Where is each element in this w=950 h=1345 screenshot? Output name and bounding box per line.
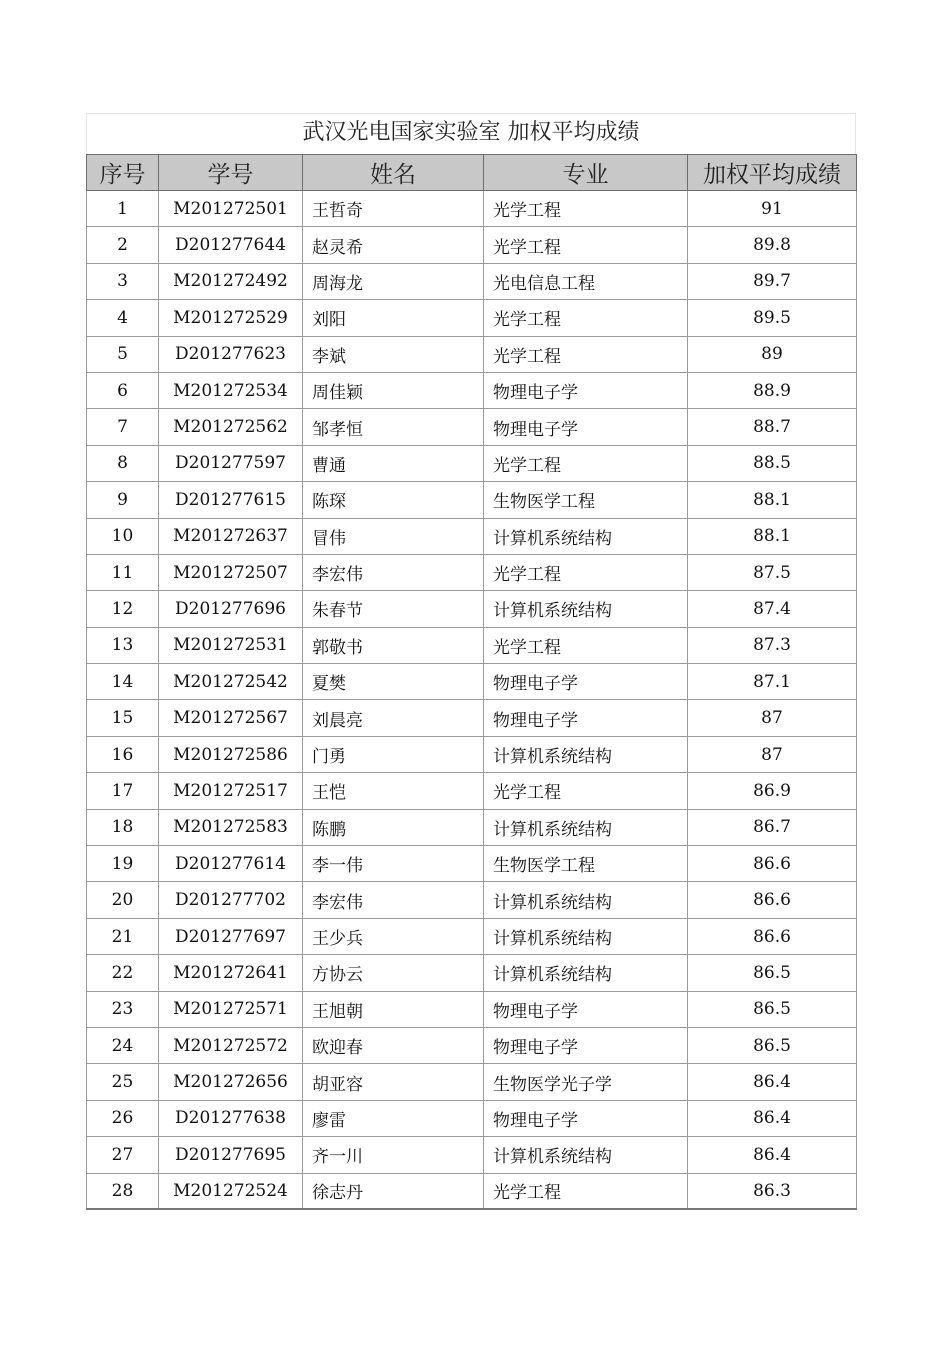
cell-index: 1 (87, 191, 159, 227)
cell-name: 朱春节 (303, 591, 484, 627)
cell-name: 王旭朝 (303, 991, 484, 1027)
cell-name: 王恺 (303, 773, 484, 809)
cell-major: 物理电子学 (484, 664, 688, 700)
cell-index: 11 (87, 554, 159, 590)
table-row (87, 336, 857, 372)
table-row (87, 1100, 857, 1136)
cell-name: 陈琛 (303, 482, 484, 518)
header-name: 姓名 (303, 155, 484, 191)
table-row (87, 227, 857, 263)
cell-major: 光学工程 (484, 773, 688, 809)
cell-major: 物理电子学 (484, 1027, 688, 1063)
cell-index: 10 (87, 518, 159, 554)
cell-index: 15 (87, 700, 159, 736)
cell-score: 88.1 (688, 482, 857, 518)
cell-name: 李宏伟 (303, 554, 484, 590)
cell-student-id: M201272562 (159, 409, 303, 445)
cell-index: 17 (87, 773, 159, 809)
cell-name: 胡亚容 (303, 1064, 484, 1100)
cell-major: 物理电子学 (484, 700, 688, 736)
cell-score: 87 (688, 736, 857, 772)
cell-name: 刘晨亮 (303, 700, 484, 736)
cell-index: 16 (87, 736, 159, 772)
cell-student-id: M201272507 (159, 554, 303, 590)
cell-index: 8 (87, 445, 159, 481)
table-row (87, 955, 857, 991)
cell-score: 89.7 (688, 263, 857, 299)
cell-major: 计算机系统结构 (484, 736, 688, 772)
cell-index: 5 (87, 336, 159, 372)
table-header (87, 155, 857, 191)
cell-score: 88.7 (688, 409, 857, 445)
cell-student-id: M201272583 (159, 809, 303, 845)
cell-student-id: D201277615 (159, 482, 303, 518)
header-row (87, 155, 857, 191)
cell-name: 方协云 (303, 955, 484, 991)
cell-name: 刘阳 (303, 300, 484, 336)
cell-index: 22 (87, 955, 159, 991)
cell-student-id: D201277697 (159, 918, 303, 954)
table-row (87, 372, 857, 408)
table-row (87, 1027, 857, 1063)
cell-student-id: M201272517 (159, 773, 303, 809)
cell-student-id: M201272656 (159, 1064, 303, 1100)
cell-major: 光电信息工程 (484, 263, 688, 299)
cell-student-id: M201272492 (159, 263, 303, 299)
cell-score: 86.3 (688, 1173, 857, 1209)
cell-student-id: M201272531 (159, 627, 303, 663)
cell-score: 87.3 (688, 627, 857, 663)
cell-index: 13 (87, 627, 159, 663)
table-row (87, 300, 857, 336)
cell-name: 齐一川 (303, 1137, 484, 1173)
cell-score: 86.5 (688, 991, 857, 1027)
cell-score: 89.8 (688, 227, 857, 263)
cell-index: 4 (87, 300, 159, 336)
table-row (87, 1064, 857, 1100)
table-body (87, 191, 857, 1210)
cell-major: 光学工程 (484, 1173, 688, 1209)
header-major: 专业 (484, 155, 688, 191)
cell-name: 冒伟 (303, 518, 484, 554)
cell-score: 91 (688, 191, 857, 227)
table-row (87, 773, 857, 809)
table-row (87, 918, 857, 954)
cell-score: 88.5 (688, 445, 857, 481)
cell-major: 光学工程 (484, 191, 688, 227)
cell-student-id: M201272571 (159, 991, 303, 1027)
cell-score: 86.6 (688, 846, 857, 882)
cell-name: 王哲奇 (303, 191, 484, 227)
cell-student-id: M201272542 (159, 664, 303, 700)
cell-major: 光学工程 (484, 336, 688, 372)
table-row (87, 991, 857, 1027)
cell-name: 夏樊 (303, 664, 484, 700)
cell-major: 光学工程 (484, 445, 688, 481)
cell-student-id: D201277696 (159, 591, 303, 627)
cell-major: 计算机系统结构 (484, 882, 688, 918)
cell-score: 86.7 (688, 809, 857, 845)
header-score: 加权平均成绩 (688, 155, 857, 191)
cell-student-id: M201272572 (159, 1027, 303, 1063)
cell-score: 87.4 (688, 591, 857, 627)
cell-student-id: M201272524 (159, 1173, 303, 1209)
cell-name: 李一伟 (303, 846, 484, 882)
cell-name: 邹孝恒 (303, 409, 484, 445)
table-row (87, 736, 857, 772)
cell-index: 24 (87, 1027, 159, 1063)
table-row (87, 809, 857, 845)
sheet-title: 武汉光电国家实验室 加权平均成绩 (86, 113, 856, 154)
cell-index: 3 (87, 263, 159, 299)
cell-major: 物理电子学 (484, 1100, 688, 1136)
cell-student-id: D201277695 (159, 1137, 303, 1173)
cell-score: 87 (688, 700, 857, 736)
cell-student-id: D201277702 (159, 882, 303, 918)
cell-student-id: M201272501 (159, 191, 303, 227)
cell-index: 20 (87, 882, 159, 918)
score-table (86, 154, 857, 1210)
cell-index: 12 (87, 591, 159, 627)
cell-score: 87.5 (688, 554, 857, 590)
header-student-id: 学号 (159, 155, 303, 191)
cell-index: 2 (87, 227, 159, 263)
cell-major: 光学工程 (484, 227, 688, 263)
cell-student-id: M201272641 (159, 955, 303, 991)
cell-major: 光学工程 (484, 627, 688, 663)
cell-name: 郭敬书 (303, 627, 484, 663)
cell-name: 李斌 (303, 336, 484, 372)
cell-score: 86.9 (688, 773, 857, 809)
cell-score: 89.5 (688, 300, 857, 336)
cell-index: 19 (87, 846, 159, 882)
cell-index: 9 (87, 482, 159, 518)
cell-student-id: D201277623 (159, 336, 303, 372)
cell-major: 物理电子学 (484, 409, 688, 445)
table-row (87, 518, 857, 554)
cell-index: 6 (87, 372, 159, 408)
table-row (87, 409, 857, 445)
cell-score: 88.9 (688, 372, 857, 408)
table-row (87, 627, 857, 663)
cell-major: 物理电子学 (484, 991, 688, 1027)
table-row (87, 1137, 857, 1173)
cell-student-id: M201272529 (159, 300, 303, 336)
cell-score: 86.4 (688, 1064, 857, 1100)
cell-name: 曹通 (303, 445, 484, 481)
cell-name: 李宏伟 (303, 882, 484, 918)
cell-major: 生物医学工程 (484, 846, 688, 882)
cell-major: 计算机系统结构 (484, 918, 688, 954)
cell-name: 欧迎春 (303, 1027, 484, 1063)
table-row (87, 1173, 857, 1209)
table-row (87, 700, 857, 736)
cell-index: 23 (87, 991, 159, 1027)
cell-index: 26 (87, 1100, 159, 1136)
table-row (87, 591, 857, 627)
cell-score: 88.1 (688, 518, 857, 554)
cell-index: 7 (87, 409, 159, 445)
cell-student-id: M201272586 (159, 736, 303, 772)
cell-name: 廖雷 (303, 1100, 484, 1136)
cell-score: 86.4 (688, 1137, 857, 1173)
cell-major: 生物医学工程 (484, 482, 688, 518)
table-row (87, 664, 857, 700)
cell-name: 王少兵 (303, 918, 484, 954)
cell-score: 86.6 (688, 882, 857, 918)
cell-index: 28 (87, 1173, 159, 1209)
cell-student-id: D201277644 (159, 227, 303, 263)
table-row (87, 445, 857, 481)
cell-major: 生物医学光子学 (484, 1064, 688, 1100)
table-row (87, 191, 857, 227)
cell-index: 25 (87, 1064, 159, 1100)
cell-major: 光学工程 (484, 554, 688, 590)
cell-student-id: M201272637 (159, 518, 303, 554)
cell-score: 86.6 (688, 918, 857, 954)
cell-score: 86.5 (688, 1027, 857, 1063)
cell-major: 计算机系统结构 (484, 1137, 688, 1173)
cell-student-id: D201277614 (159, 846, 303, 882)
table-row (87, 882, 857, 918)
cell-name: 周海龙 (303, 263, 484, 299)
cell-student-id: D201277597 (159, 445, 303, 481)
cell-student-id: M201272567 (159, 700, 303, 736)
cell-score: 86.5 (688, 955, 857, 991)
cell-name: 徐志丹 (303, 1173, 484, 1209)
cell-name: 门勇 (303, 736, 484, 772)
header-index: 序号 (87, 155, 159, 191)
cell-name: 赵灵希 (303, 227, 484, 263)
cell-major: 计算机系统结构 (484, 518, 688, 554)
table-row (87, 846, 857, 882)
cell-name: 周佳颖 (303, 372, 484, 408)
table-row (87, 554, 857, 590)
cell-major: 物理电子学 (484, 372, 688, 408)
table-row (87, 482, 857, 518)
cell-index: 14 (87, 664, 159, 700)
cell-score: 86.4 (688, 1100, 857, 1136)
cell-index: 27 (87, 1137, 159, 1173)
cell-major: 计算机系统结构 (484, 955, 688, 991)
cell-major: 计算机系统结构 (484, 809, 688, 845)
cell-name: 陈鹏 (303, 809, 484, 845)
cell-index: 18 (87, 809, 159, 845)
cell-student-id: D201277638 (159, 1100, 303, 1136)
table-row (87, 263, 857, 299)
cell-major: 计算机系统结构 (484, 591, 688, 627)
cell-score: 89 (688, 336, 857, 372)
score-sheet (86, 113, 856, 1210)
cell-major: 光学工程 (484, 300, 688, 336)
cell-student-id: M201272534 (159, 372, 303, 408)
cell-score: 87.1 (688, 664, 857, 700)
cell-index: 21 (87, 918, 159, 954)
